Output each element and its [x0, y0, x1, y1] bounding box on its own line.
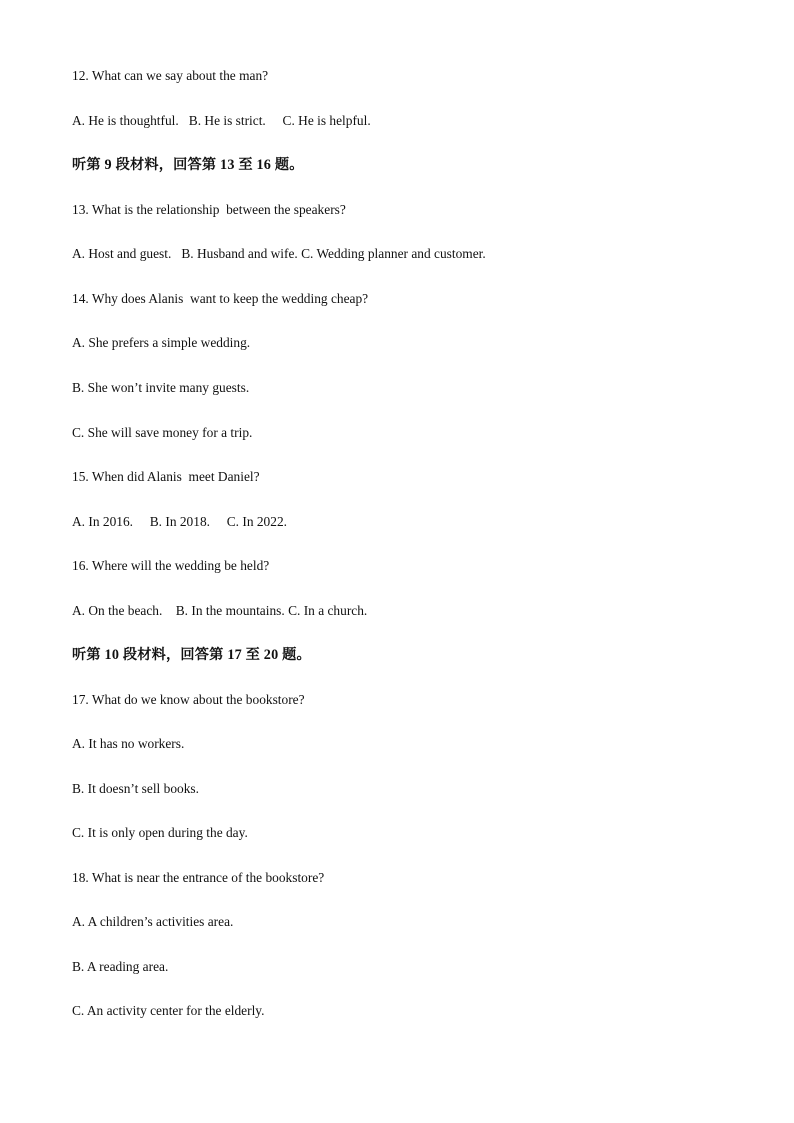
question-17-option-b: B. It doesn’t sell books.: [72, 781, 199, 796]
question-17-option-c: C. It is only open during the day.: [72, 825, 248, 840]
section-heading-9: 听第 9 段材料，回答第 13 至 16 题。: [72, 157, 304, 173]
question-18-option-a: A. A children’s activities area.: [72, 914, 234, 929]
question-14-option-c: C. She will save money for a trip.: [72, 425, 253, 440]
question-13: 13. What is the relationship between the speakers?: [72, 202, 346, 217]
question-16: 16. Where will the wedding be held?: [72, 558, 270, 573]
question-17-option-a: A. It has no workers.: [72, 736, 185, 751]
question-14: 14. Why does Alanis want to keep the wedding cheap?: [72, 291, 369, 306]
question-18-option-c: C. An activity center for the elderly.: [72, 1003, 265, 1018]
question-12-options: A. He is thoughtful. B. He is strict. C. He is helpful.: [72, 113, 371, 128]
question-14-option-a: A. She prefers a simple wedding.: [72, 335, 251, 350]
question-18: 18. What is near the entrance of the bookstore?: [72, 870, 325, 885]
question-12: 12. What can we say about the man?: [72, 68, 269, 83]
question-14-option-b: B. She won’t invite many guests.: [72, 380, 250, 395]
question-16-options: A. On the beach. B. In the mountains. C. In a church.: [72, 603, 368, 618]
question-15: 15. When did Alanis meet Daniel?: [72, 469, 260, 484]
question-18-option-b: B. A reading area.: [72, 959, 169, 974]
question-15-options: A. In 2016. B. In 2018. C. In 2022.: [72, 514, 287, 529]
question-17: 17. What do we know about the bookstore?: [72, 692, 305, 707]
question-13-options: A. Host and guest. B. Husband and wife. C. Wedding planner and customer.: [72, 246, 486, 261]
section-heading-10: 听第 10 段材料，回答第 17 至 20 题。: [72, 647, 311, 663]
